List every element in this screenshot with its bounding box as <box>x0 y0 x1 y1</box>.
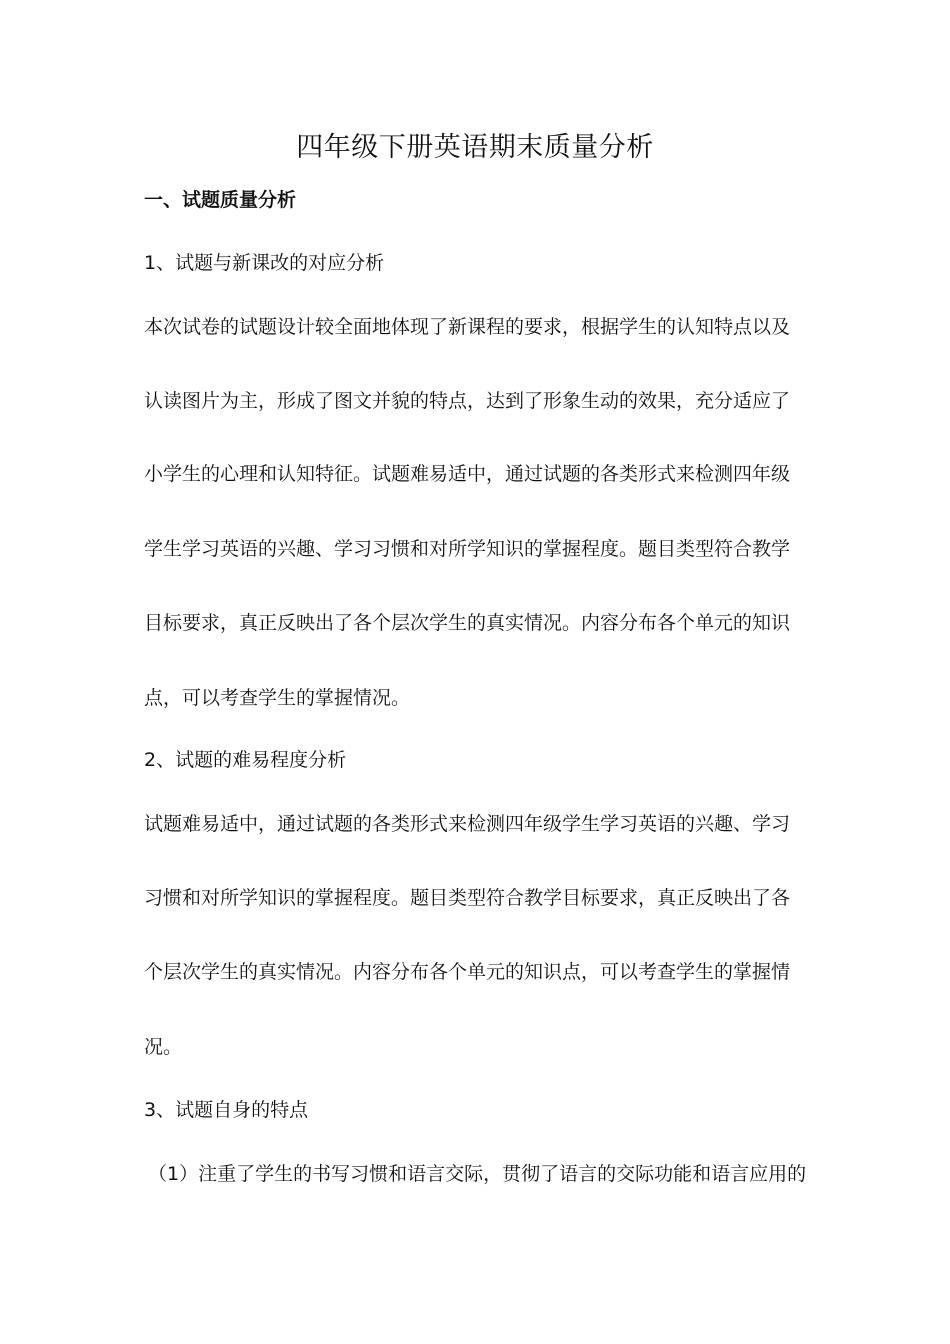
subheading-difficulty-analysis: 2、试题的难易程度分析 <box>144 749 347 771</box>
paragraph-line: 目标要求，真正反映出了各个层次学生的真实情况。内容分布各个单元的知识 <box>144 612 791 634</box>
paragraph-line: 个层次学生的真实情况。内容分布各个单元的知识点，可以考查学生的掌握情 <box>144 961 791 983</box>
paragraph-line: （1）注重了学生的书写习惯和语言交际，贯彻了语言的交际功能和语言应用的 <box>148 1163 807 1185</box>
paragraph-line: 况。 <box>144 1036 183 1058</box>
paragraph-line: 学生学习英语的兴趣、学习习惯和对所学知识的掌握程度。题目类型符合教学 <box>144 538 791 560</box>
subheading-curriculum-correspondence: 1、试题与新课改的对应分析 <box>144 252 385 274</box>
paragraph-line: 小学生的心理和认知特征。试题难易适中，通过试题的各类形式来检测四年级 <box>144 463 791 485</box>
section-heading-quality-analysis: 一、试题质量分析 <box>144 189 297 211</box>
paragraph-line: 点，可以考查学生的掌握情况。 <box>144 687 411 709</box>
subheading-exam-features: 3、试题自身的特点 <box>144 1099 309 1121</box>
paragraph-line: 认读图片为主，形成了图文并貌的特点，达到了形象生动的效果，充分适应了 <box>144 390 791 412</box>
document-title: 四年级下册英语期末质量分析 <box>296 132 654 163</box>
paragraph-line: 本次试卷的试题设计较全面地体现了新课程的要求，根据学生的认知特点以及 <box>144 316 791 338</box>
paragraph-line: 习惯和对所学知识的掌握程度。题目类型符合教学目标要求，真正反映出了各 <box>144 887 791 909</box>
paragraph-line: 试题难易适中，通过试题的各类形式来检测四年级学生学习英语的兴趣、学习 <box>144 813 791 835</box>
